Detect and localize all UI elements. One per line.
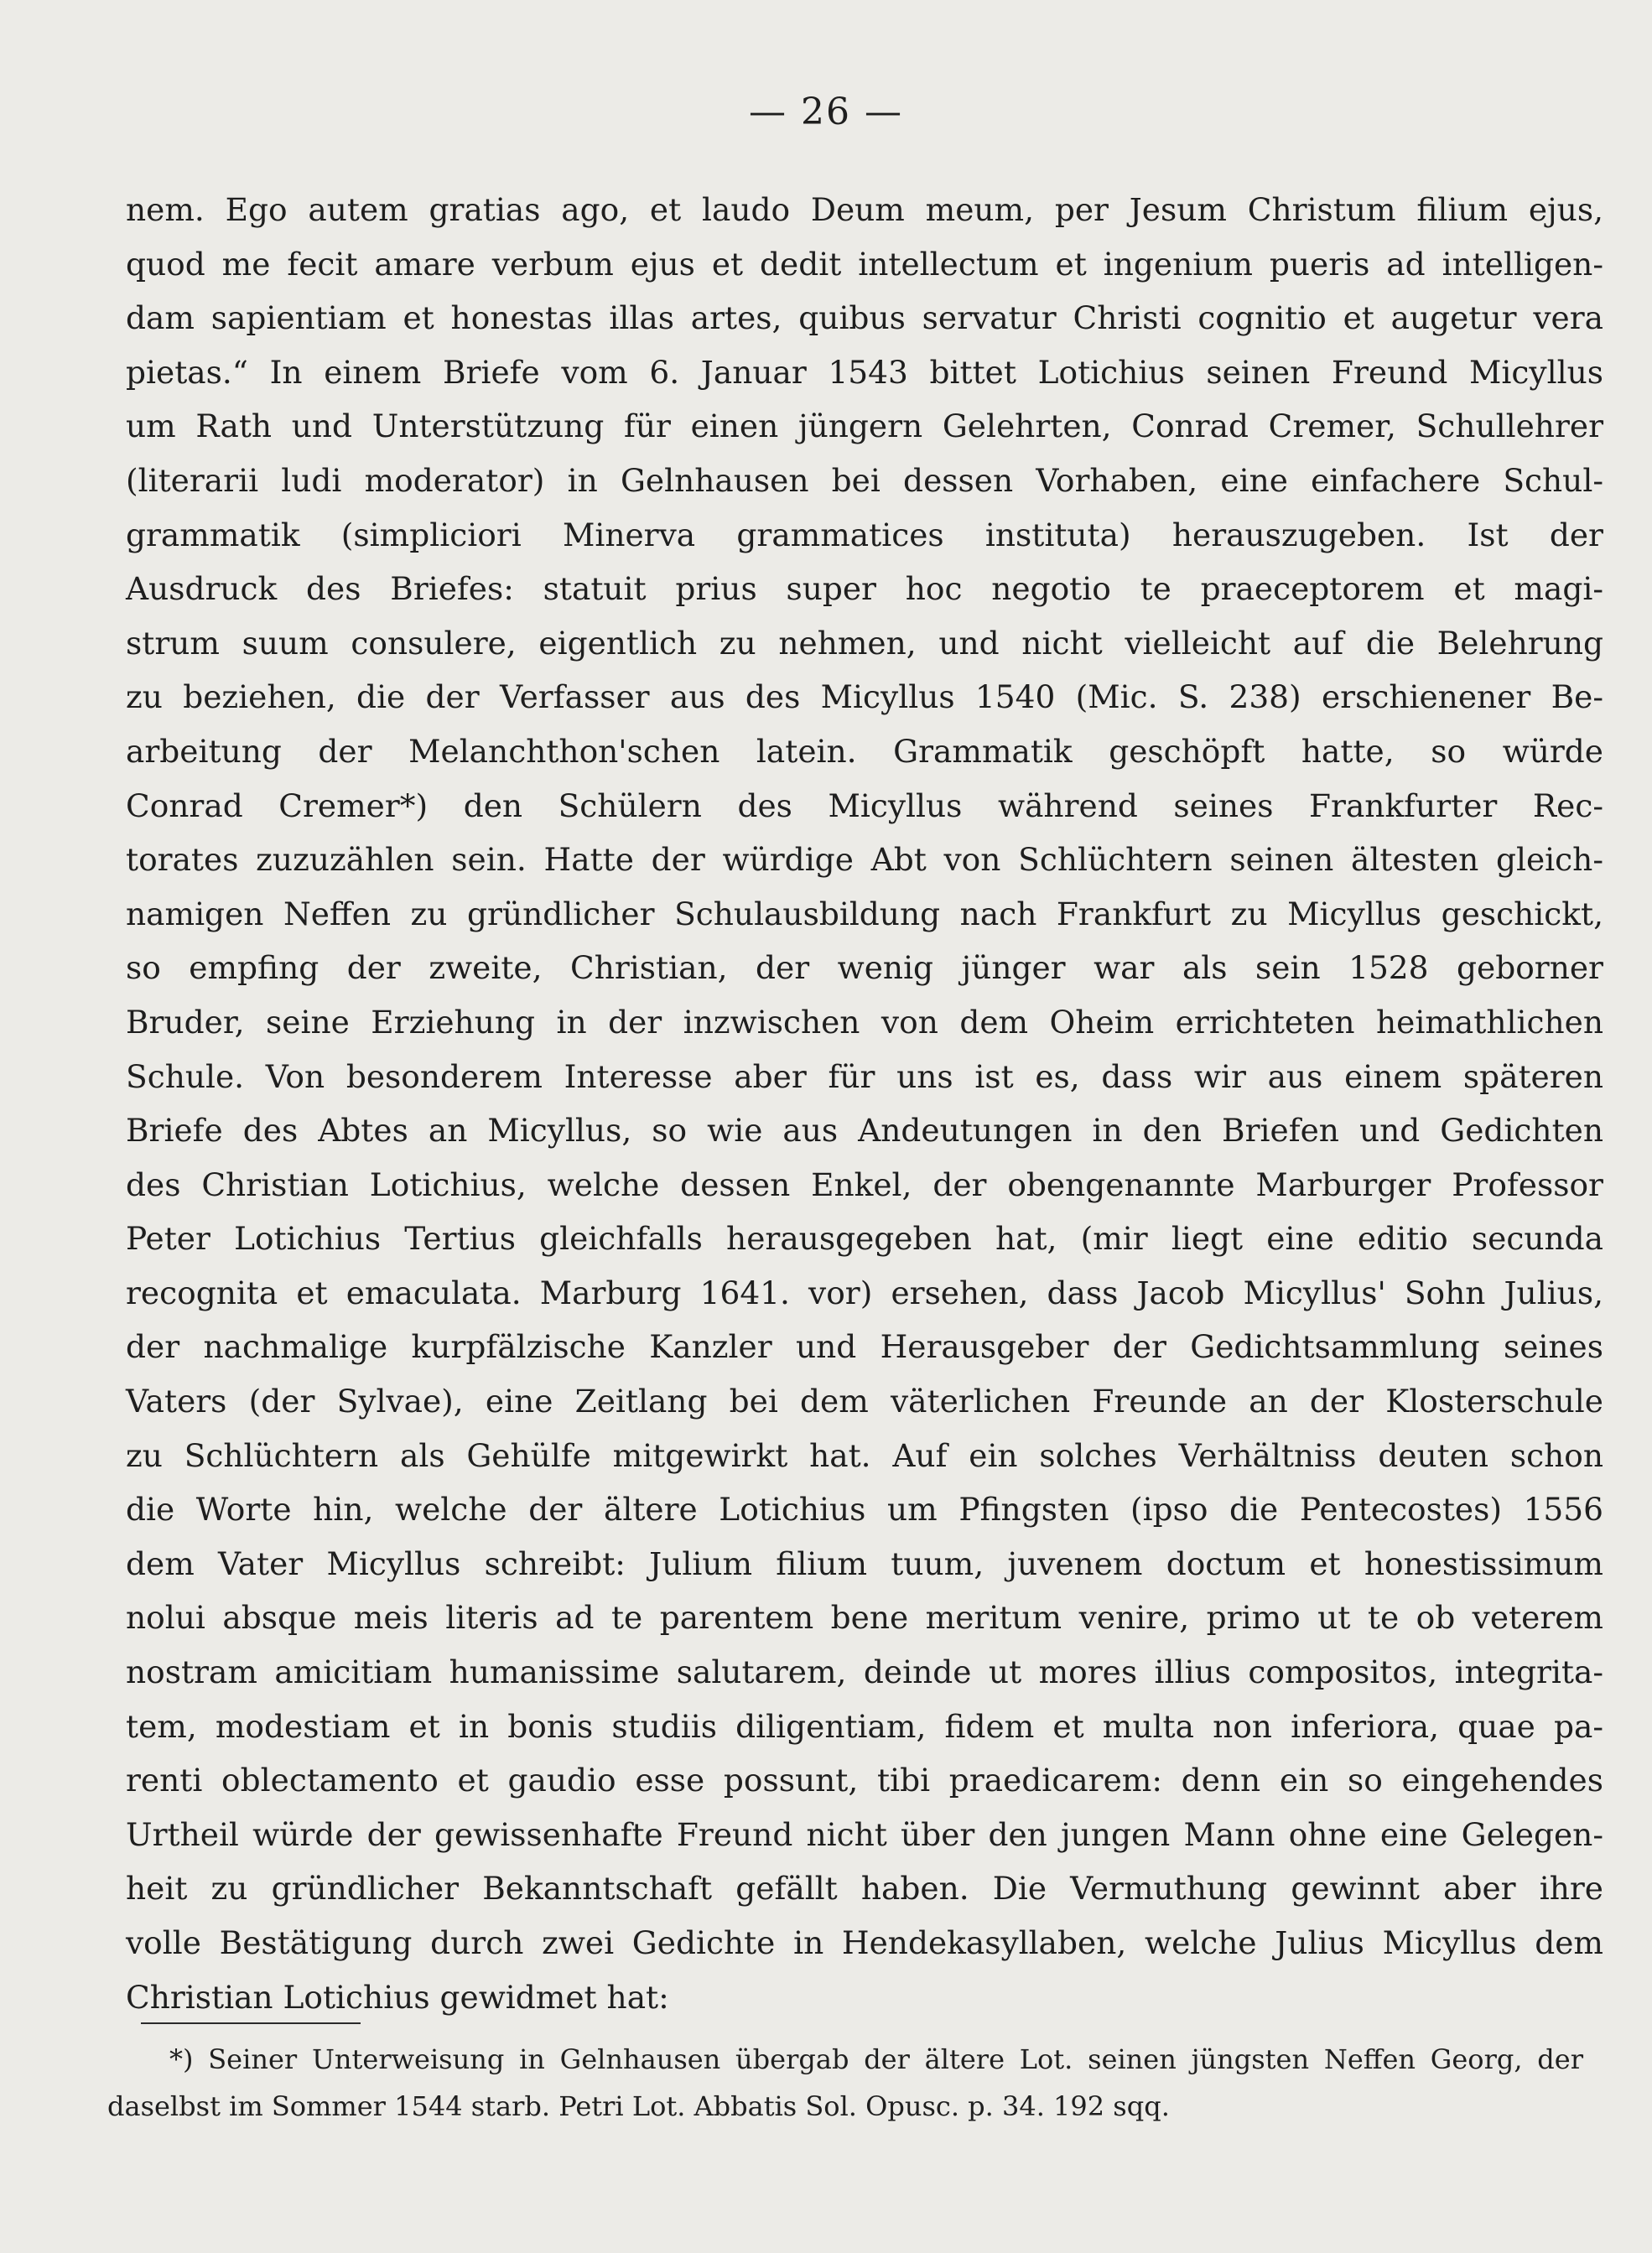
footnote — [107, 2036, 1583, 2130]
text-line: grammatik (simpliciori Minerva grammatices instituta) herauszugeben. Ist der — [126, 516, 1603, 553]
text-line: nem. Ego autem gratias ago, et laudo Deum meum, per Jesum Christum filium ejus, — [126, 191, 1603, 228]
text-line: Schule. Von besonderem Interesse aber für uns ist es, dass wir aus einem späteren — [126, 1057, 1603, 1095]
text-line: namigen Neffen zu gründlicher Schulausbildung nach Frankfurt zu Micyllus geschickt, — [126, 895, 1603, 932]
text-line: Urtheil würde der gewissenhafte Freund nicht über den jungen Mann ohne eine Gelegen- — [126, 1815, 1603, 1853]
text-line: Ausdruck des Briefes: statuit prius super hoc negotio te praeceptorem et magi- — [126, 570, 1603, 608]
text-line: der nachmalige kurpfälzische Kanzler und Herausgeber der Gedichtsammlung seines — [126, 1328, 1603, 1366]
text-line: zu Schlüchtern als Gehülfe mitgewirkt hat. Auf ein solches Verhältniss deuten schon — [126, 1436, 1603, 1474]
text-line: quod me fecit amare verbum ejus et dedit intellectum et ingenium pueris ad intelligen- — [126, 245, 1603, 283]
text-line: arbeitung der Melanchthon'schen latein. Grammatik geschöpft hatte, so würde — [126, 732, 1603, 770]
text-line: (literarii ludi moderator) in Gelnhausen bei dessen Vorhaben, eine einfachere Schul- — [126, 461, 1603, 499]
footnote-line: *) Seiner Unterweisung in Gelnhausen übergab der ältere Lot. seinen jüngsten Neffen Georg, der — [169, 2043, 1583, 2075]
text-line: renti oblectamento et gaudio esse possunt, tibi praedicarem: denn ein so eingehendes — [126, 1762, 1603, 1799]
footnote-line: daselbst im Sommer 1544 starb. Petri Lot. Abbatis Sol. Opusc. p. 34. 192 sqq. — [107, 2090, 1170, 2122]
footnote-rule — [141, 2022, 361, 2024]
text-line: tem, modestiam et in bonis studiis diligentiam, fidem et multa non inferiora, quae pa- — [126, 1707, 1603, 1745]
text-line: strum suum consulere, eigentlich zu nehmen, und nicht vielleicht auf die Belehrung — [126, 624, 1603, 662]
text-line: volle Bestätigung durch zwei Gedichte in Hendekasyllaben, welche Julius Micyllus dem — [126, 1924, 1603, 1961]
text-line: dem Vater Micyllus schreibt: Julium filium tuum, juvenem doctum et honestissimum — [126, 1544, 1603, 1582]
text-line: Peter Lotichius Tertius gleichfalls herausgegeben hat, (mir liegt eine editio secunda — [126, 1220, 1603, 1258]
page-number: — 26 — — [749, 91, 903, 133]
text-line: heit zu gründlicher Bekanntschaft gefällt haben. Die Vermuthung gewinnt aber ihre — [126, 1870, 1603, 1908]
text-line: torates zuzuzählen sein. Hatte der würdige Abt von Schlüchtern seinen ältesten gleich- — [126, 841, 1603, 879]
text-line: pietas.“ In einem Briefe vom 6. Januar 1543 bittet Lotichius seinen Freund Micyllus — [126, 353, 1603, 391]
text-line: recognita et emaculata. Marburg 1641. vor) ersehen, dass Jacob Micyllus' Sohn Julius, — [126, 1274, 1603, 1311]
text-line: Bruder, seine Erziehung in der inzwischen von dem Oheim errichteten heimathlichen — [126, 1003, 1603, 1041]
text-line: Christian Lotichius gewidmet hat: — [126, 1978, 669, 2016]
body-text — [126, 183, 1603, 2024]
text-line: dam sapientiam et honestas illas artes, quibus servatur Christi cognitio et augetur vera — [126, 299, 1603, 337]
text-line: Conrad Cremer*) den Schülern des Micyllus während seines Frankfurter Rec- — [126, 786, 1603, 824]
text-line: zu beziehen, die der Verfasser aus des Micyllus 1540 (Mic. S. 238) erschienener Be- — [126, 678, 1603, 716]
text-line: nolui absque meis literis ad te parentem bene meritum venire, primo ut te ob veterem — [126, 1599, 1603, 1637]
text-line: so empfing der zweite, Christian, der wenig jünger war als sein 1528 geborner — [126, 949, 1603, 987]
text-line: des Christian Lotichius, welche dessen Enkel, der obengenannte Marburger Professor — [126, 1165, 1603, 1203]
text-line: Briefe des Abtes an Micyllus, so wie aus Andeutungen in den Briefen und Gedichten — [126, 1112, 1603, 1150]
text-line: nostram amicitiam humanissime salutarem, deinde ut mores illius compositos, integrita- — [126, 1653, 1603, 1691]
text-line: um Rath und Unterstützung für einen jüngern Gelehrten, Conrad Cremer, Schullehrer — [126, 408, 1603, 445]
text-line: Vaters (der Sylvae), eine Zeitlang bei dem väterlichen Freunde an der Klosterschule — [126, 1383, 1603, 1420]
text-line: die Worte hin, welche der ältere Lotichius um Pfingsten (ipso die Pentecostes) 1556 — [126, 1491, 1603, 1529]
